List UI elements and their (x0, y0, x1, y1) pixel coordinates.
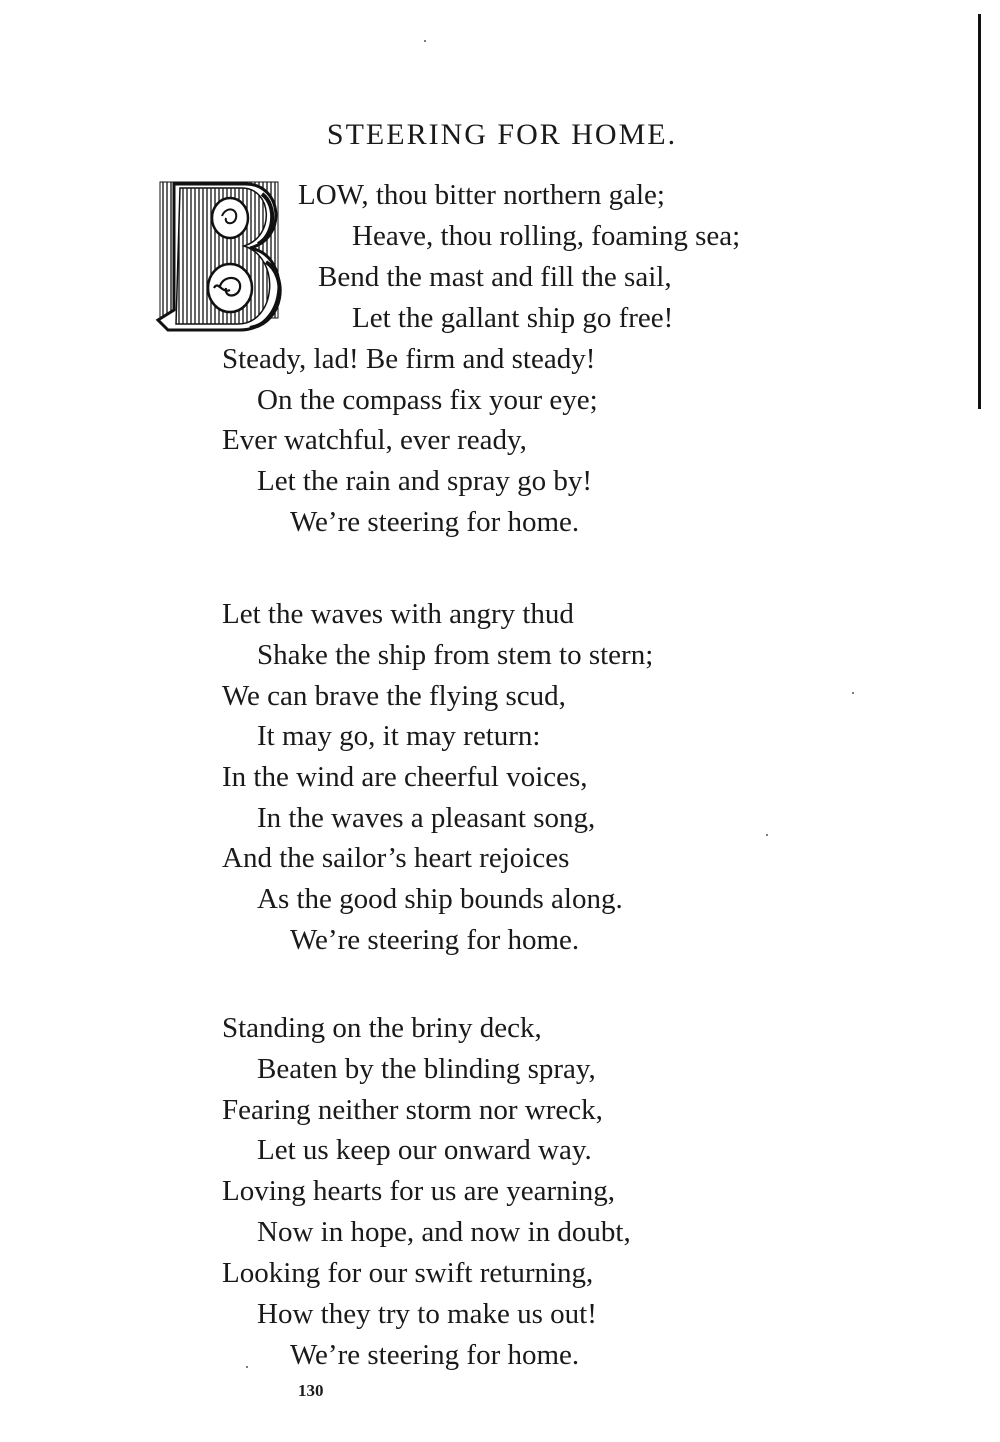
poem-line: And the sailor’s heart rejoices (222, 842, 570, 874)
poem-line: Beaten by the blinding spray, (257, 1053, 596, 1085)
poem-line: Now in hope, and now in doubt, (257, 1216, 631, 1248)
print-speck (246, 1366, 248, 1368)
poem-line: Standing on the briny deck, (222, 1012, 542, 1044)
poem-line: In the wind are cheerful voices, (222, 761, 588, 793)
poem-line: How they try to make us out! (257, 1298, 597, 1330)
poem-line: Let the rain and spray go by! (257, 465, 593, 497)
page-title: STEERING FOR HOME. (326, 118, 678, 152)
drop-cap-b (154, 176, 298, 336)
poem-line: Looking for our swift returning, (222, 1257, 594, 1289)
poem-line: LOW, thou bitter northern gale; (298, 179, 665, 211)
refrain-line: We’re steering for home. (290, 506, 580, 538)
poem-line: Let the gallant ship go free! (352, 302, 674, 334)
poem-line: Fearing neither storm nor wreck, (222, 1094, 603, 1126)
refrain-line: We’re steering for home. (290, 1339, 580, 1371)
poem-line: Shake the ship from stem to stern; (257, 639, 654, 671)
refrain-line: We’re steering for home. (290, 924, 580, 956)
poem-line: Bend the mast and fill the sail, (318, 261, 672, 293)
print-speck (852, 692, 854, 694)
page-edge-rule (978, 14, 981, 409)
poem-line: Loving hearts for us are yearning, (222, 1175, 615, 1207)
poem-line: Heave, thou rolling, foaming sea; (352, 220, 741, 252)
poem-line: It may go, it may return: (257, 720, 541, 752)
poem-line: Steady, lad! Be firm and steady! (222, 343, 596, 375)
poem-line: As the good ship bounds along. (257, 883, 623, 915)
page-number: 130 (298, 1381, 324, 1400)
print-speck (766, 834, 768, 836)
poem-line: On the compass fix your eye; (257, 384, 598, 416)
poem-line: In the waves a pleasant song, (257, 802, 596, 834)
poem-line: Let the waves with angry thud (222, 598, 574, 630)
print-speck (424, 40, 426, 42)
poem-line: We can brave the flying scud, (222, 680, 566, 712)
poem-line: Ever watchful, ever ready, (222, 424, 527, 456)
poem-line: Let us keep our onward way. (257, 1134, 592, 1166)
